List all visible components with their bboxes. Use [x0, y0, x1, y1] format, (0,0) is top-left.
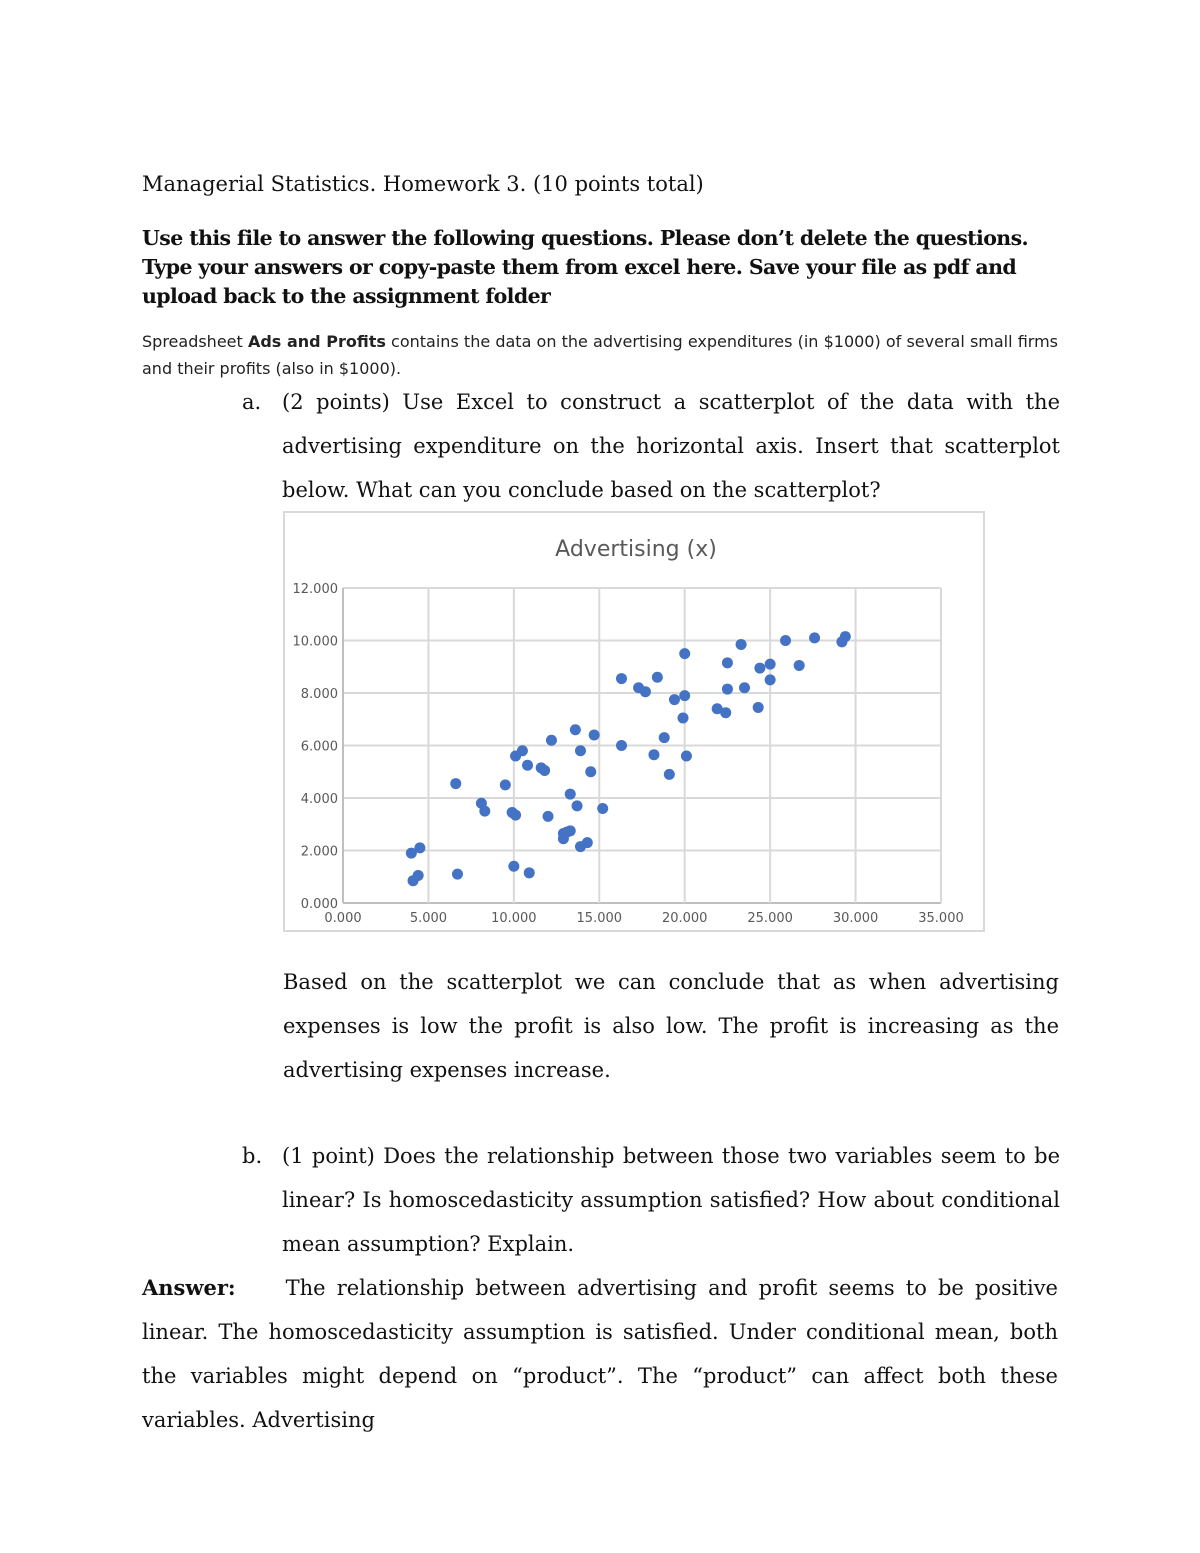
instructions-paragraph: Use this file to answer the following questions. Please don’t delete the questions. Type your answers or copy-paste them from excel here. Save your file as pdf and upload back to the assignment folder [142, 226, 1029, 308]
data-point [546, 735, 557, 746]
data-point [508, 861, 519, 872]
data-point [565, 825, 576, 836]
answer-a: Based on the scatterplot we can conclude that as when advertising expenses is low the profit is also low. The profit is increasing as the advertising expenses increase. [283, 970, 1059, 1082]
x-tick-label: 10.000 [491, 911, 537, 926]
intro-sheet-name: Ads and Profits [247, 332, 386, 351]
x-tick-label: 0.000 [324, 911, 362, 926]
data-point [414, 842, 425, 853]
x-tick-label: 35.000 [918, 911, 964, 926]
data-point [754, 663, 765, 674]
y-tick-label: 10.000 [292, 634, 338, 650]
data-point [413, 870, 424, 881]
data-point [589, 730, 600, 741]
question-b-text: (1 point) Does the relationship between those two variables seem to be linear? Is homoscedasticity assumption satisfied? How about conditional mean assumption? Explain. [282, 1144, 1060, 1256]
data-point [652, 672, 663, 683]
data-point [664, 769, 675, 780]
question-b-letter: b. [242, 1144, 263, 1168]
data-point [543, 811, 554, 822]
data-point [575, 745, 586, 756]
data-point [753, 702, 764, 713]
x-axis-ticks [324, 911, 963, 926]
answer-b [142, 1266, 1058, 1442]
data-point [679, 690, 690, 701]
data-point [648, 749, 659, 760]
data-point [794, 660, 805, 671]
x-tick-label: 25.000 [747, 911, 793, 926]
data-point [678, 712, 689, 723]
intro-post: contains the data on the advertising expenditures (in $1000) of several small firms and their profits (also in $1000). [142, 332, 1059, 378]
data-point [565, 789, 576, 800]
x-tick-label: 30.000 [832, 911, 879, 926]
x-tick-label: 5.000 [409, 911, 448, 926]
chart-grid [343, 588, 941, 903]
data-point [681, 751, 692, 762]
data-point [500, 779, 511, 790]
scatterplot-chart [283, 511, 985, 932]
data-point [570, 724, 581, 735]
data-point [809, 632, 820, 643]
data-point [640, 686, 651, 697]
y-tick-label: 0.000 [300, 897, 338, 912]
y-tick-label: 12.000 [292, 582, 338, 597]
question-a-letter: a. [242, 390, 262, 414]
document-title: Managerial Statistics. Homework 3. (10 points total) [142, 172, 704, 196]
data-point [765, 674, 776, 685]
question-a-text: (2 points) Use Excel to construct a scatterplot of the data with the advertising expenditure on the horizontal axis. Insert that scatterplot below. What can you conclude based on the scatterplot? [282, 390, 1060, 502]
data-point [616, 673, 627, 684]
intro-paragraph [142, 328, 1058, 382]
y-axis-ticks [293, 582, 339, 912]
data-point [572, 800, 583, 811]
y-tick-label: 2.000 [300, 844, 338, 860]
answer-b-text: The relationship between advertising and profit seems to be positive linear. The homoscedasticity assumption is satisfied. Under conditional mean, both the variables might depend on “product”. The “product” can affect both these variables. Advertising [142, 1276, 1058, 1432]
data-point [452, 869, 463, 880]
x-tick-label: 15.000 [576, 911, 623, 926]
data-point [765, 659, 776, 670]
chart-title: Advertising (x) [555, 537, 717, 562]
y-tick-label: 4.000 [300, 792, 338, 807]
data-point [722, 657, 733, 668]
question-a [242, 380, 1060, 512]
data-point [739, 682, 750, 693]
data-point [582, 837, 593, 848]
data-point [585, 766, 596, 777]
data-point [840, 631, 851, 642]
data-point [679, 648, 690, 659]
data-point [524, 867, 535, 878]
data-point [659, 732, 670, 743]
data-point [722, 684, 733, 695]
question-b [242, 1134, 1060, 1266]
data-point [517, 745, 528, 756]
data-point [736, 639, 747, 650]
data-point [539, 765, 550, 776]
y-tick-label: 6.000 [300, 739, 338, 755]
data-point [450, 778, 461, 789]
data-points [406, 631, 851, 886]
answer-label: Answer: [142, 1275, 236, 1300]
scatterplot-svg [285, 513, 987, 934]
data-point [669, 694, 680, 705]
x-tick-label: 20.000 [661, 911, 708, 926]
data-point [780, 635, 791, 646]
data-point [616, 740, 627, 751]
data-point [597, 803, 608, 814]
data-point [479, 806, 490, 817]
data-point [510, 810, 521, 821]
data-point [720, 707, 731, 718]
y-tick-label: 8.000 [300, 687, 338, 702]
intro-pre: Spreadsheet [142, 332, 248, 351]
data-point [522, 760, 533, 771]
